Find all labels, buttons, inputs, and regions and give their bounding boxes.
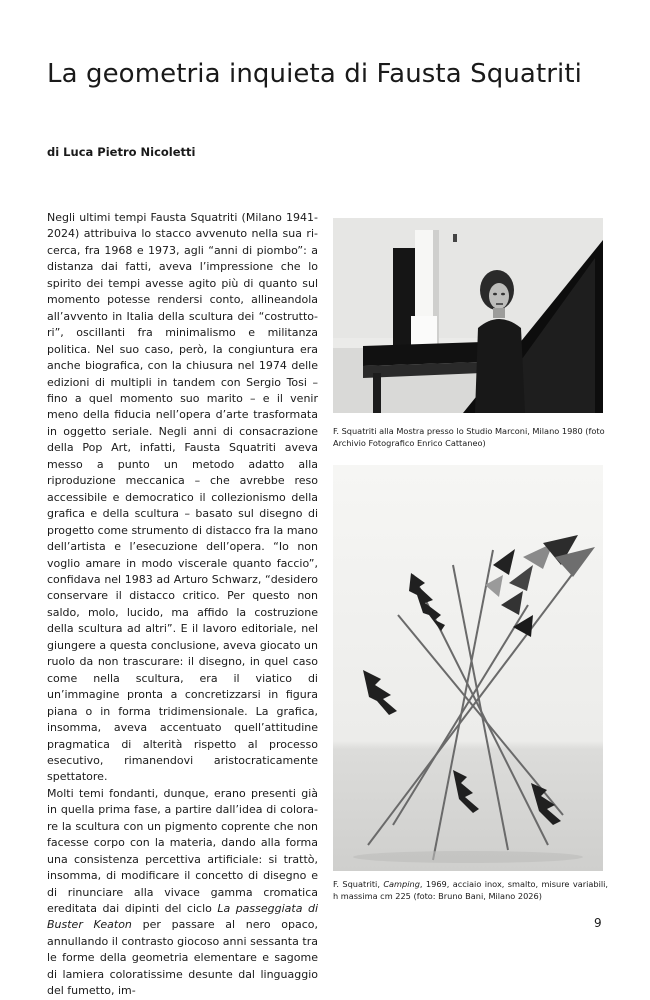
artist-exhibition-illustration xyxy=(333,218,603,413)
body-paragraph-1: Negli ultimi tempi Fausta Squatriti (Milano 1941-2024) attribuiva lo stacco avvenuto nella sua ricerca, fra 1968 e 1973, agli “anni di piombo”: a distanza dai fatti, aveva l’impressione che lo spirito dei tempi avesse agito più di quanto sul momento potesse rendersi conto, allineandola all’avvento in Italia della scultura dei “costruttori”, oscillanti fra minimalismo e militanza politica. Nel suo caso, però, la congiuntura era anche biografica, con la chiusura nel 1974 delle edizioni di multipli in tandem con Sergio Tosi – fino a quel momento suo marito – e il venir meno della fiducia nell’opera d’arte trasformata in oggetto seriale. Negli anni di consacrazione della Pop Art, infatti, Fausta Squatriti aveva messo a punto un metodo adatto alla riproduzione meccanica – che avrebbe reso accessibile e democratico il collezionismo della grafica e della scultura – basato sul disegno di progetto come strumento di distacco fra la mano dell’artista e l’esecuzione dell’opera. “Io non voglio amare in modo viscerale quanto faccio”, confidava nel 1983 ad Arturo Schwarz, “desidero conservare il distacco critico. Per questo non saldo, molo, lucido, ma affido la costruzione della scultura ad altri”. E il lavoro editoriale, nel giungere a questa conclusione, aveva giocato un ruolo da non trascurare: il disegno, in quel caso come nella scultura, era il viatico di un’immagine pronta a concretizzarsi in figura piana o in forma tridimensionale. La grafica, insomma, aveva accentuato quell’attitudine pragmatica di alterità rispetto al processo esecutivo, rimanendovi aristocraticamente spettatore. xyxy=(47,211,318,784)
figure-2-caption-start: F. Squatriti, xyxy=(333,879,384,889)
body-paragraph-2-end: per passare al nero opaco, annullando il contrasto giocoso anni sessanta tra le forme della geometria elementare e sagome di lamiera coloratissime desunte dal linguaggio del fumetto, im- xyxy=(47,918,318,998)
article-byline: di Luca Pietro Nicoletti xyxy=(47,145,196,159)
body-paragraph-2-start: Molti temi fondanti, dunque, erano presenti già in quella prima fase, a partire dall’idea di colorare la scultura con un pigmento coprente che non facesse corpo con la materia, dando alla forma una consistenza percettiva artificiale: si trattò, insomma, di modificare il concetto di disegno e di rinunciare alla vivace gamma cromatica ereditata dai dipinti del ciclo xyxy=(47,786,318,916)
article-title: La geometria inquieta di Fausta Squatriti xyxy=(47,59,582,90)
article-body xyxy=(47,210,318,1000)
camping-sculpture-photo xyxy=(333,465,603,871)
figure-1-caption: F. Squatriti alla Mostra presso lo Studio Marconi, Milano 1980 (foto Archivio Fotografico Enrico Cattaneo) xyxy=(333,426,605,448)
camping-sculpture-illustration xyxy=(333,465,603,871)
work-title-buster-keaton: La passeggiata di Buster Keaton xyxy=(47,902,318,932)
page-number: 9 xyxy=(594,916,602,930)
artist-exhibition-photo xyxy=(333,218,603,413)
body-paragraph-2 xyxy=(47,786,318,1000)
figure-2-caption-end: , 1969, acciaio inox, smalto, misure variabili, h massima cm 225 (foto: Bruno Bani, Milano 2026) xyxy=(333,879,608,901)
figure-2-caption xyxy=(333,878,608,902)
figure-2-caption-work-title: Camping xyxy=(383,879,420,889)
